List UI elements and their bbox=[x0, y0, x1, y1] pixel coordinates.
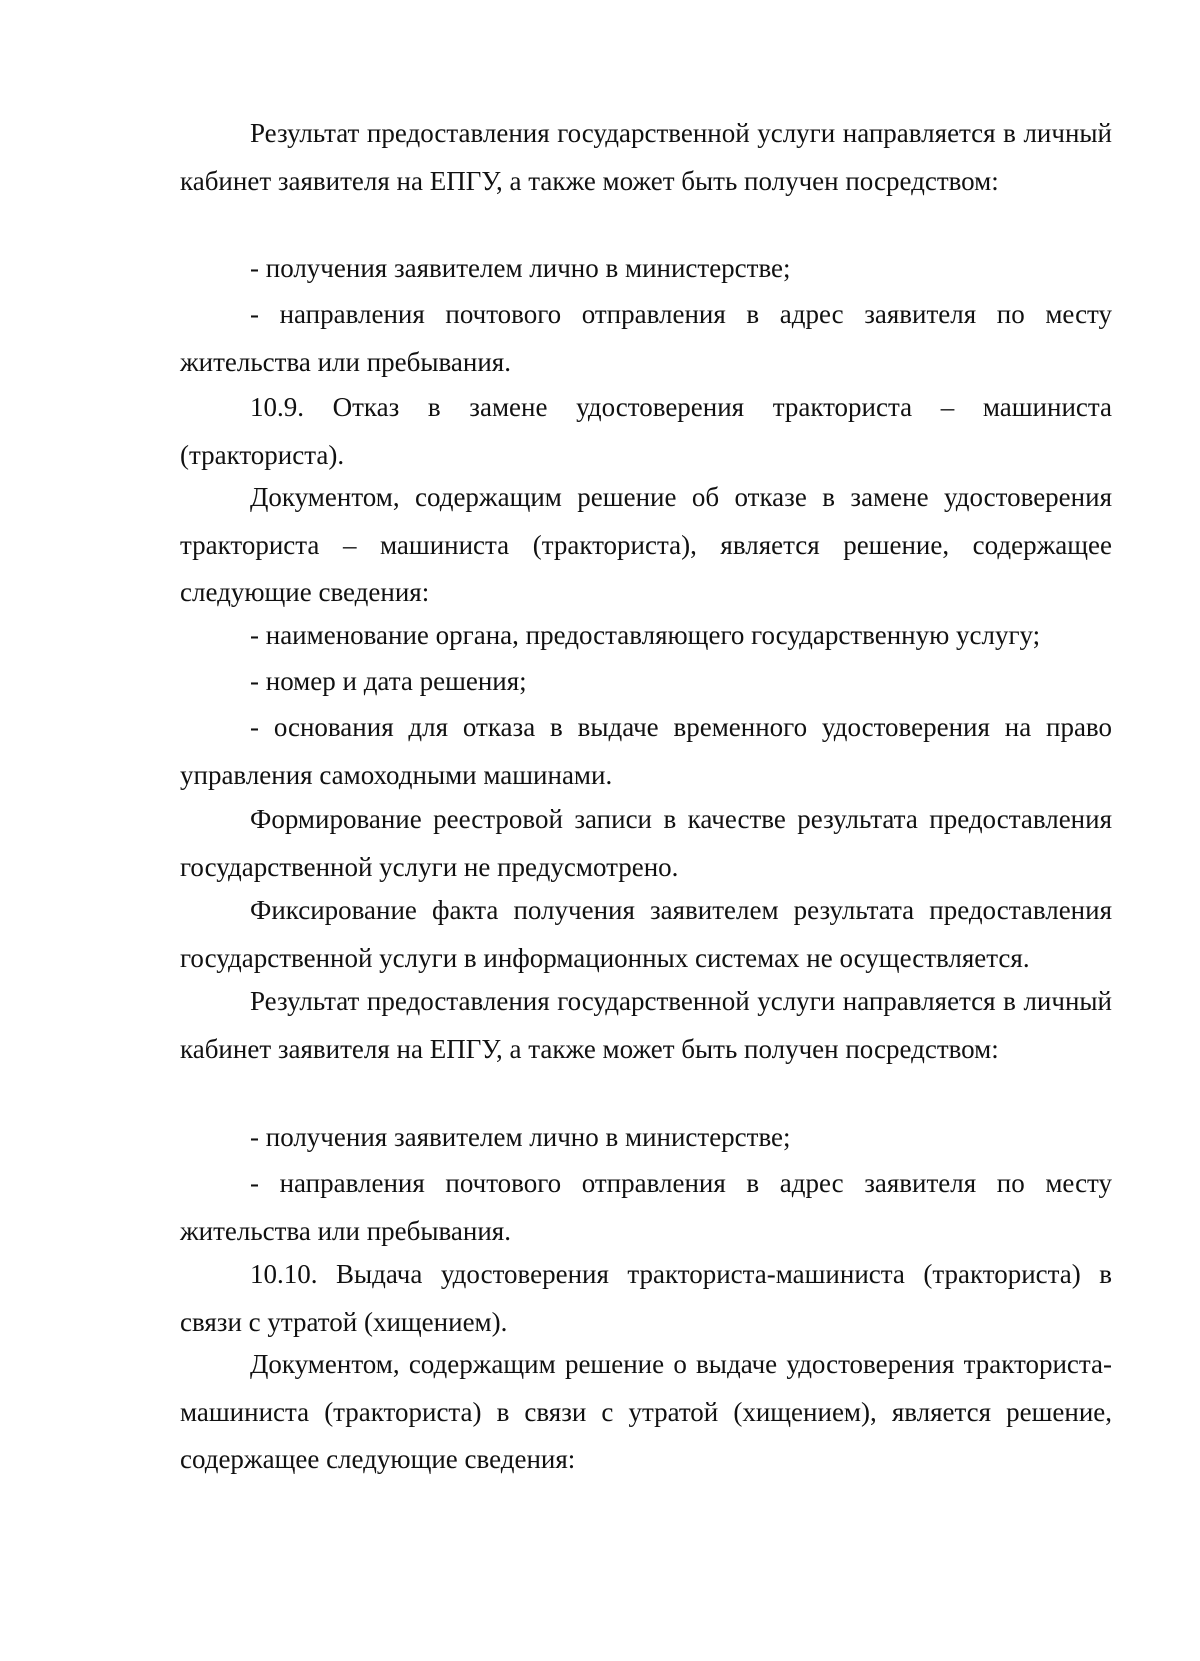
paragraph-result-delivery: Результат предоставления государственной услуги направляется в личный кабинет заявителя на ЕПГУ, а также может быть получен посредством: bbox=[180, 118, 1112, 196]
list-item-number-date: - номер и дата решения; bbox=[250, 666, 527, 696]
list-item-personal-receipt-2: - получения заявителем лично в министерстве; bbox=[250, 1122, 791, 1152]
list-item-postal-delivery: - направления почтового отправления в адрес заявителя по месту жительства или пребывания. bbox=[180, 299, 1112, 377]
paragraph-fact-fixation: Фиксирование факта получения заявителем результата предоставления государственной услуги в информационных системах не осуществляется. bbox=[180, 895, 1112, 973]
paragraph-result-delivery-2: Результат предоставления государственной услуги направляется в личный кабинет заявителя на ЕПГУ, а также может быть получен посредством: bbox=[180, 986, 1112, 1064]
paragraph-registry-record: Формирование реестровой записи в качестве результата предоставления государственной услуги не предусмотрено. bbox=[180, 804, 1112, 882]
paragraph-refusal-document: Документом, содержащим решение об отказе в замене удостоверения тракториста – машиниста (тракториста), является решение, содержащее следующие сведения: bbox=[180, 482, 1112, 607]
list-item-personal-receipt: - получения заявителем лично в министерстве; bbox=[250, 253, 791, 283]
list-item-authority-name: - наименование органа, предоставляющего государственную услугу; bbox=[250, 620, 1041, 650]
section-heading-10-10: 10.10. Выдача удостоверения тракториста-машиниста (тракториста) в связи с утратой (хищением). bbox=[180, 1259, 1112, 1337]
paragraph-issue-document: Документом, содержащим решение о выдаче удостоверения тракториста-машиниста (тракториста) в связи с утратой (хищением), является решение, содержащее следующие сведения: bbox=[180, 1349, 1112, 1474]
list-item-postal-delivery-2: - направления почтового отправления в адрес заявителя по месту жительства или пребывания. bbox=[180, 1168, 1112, 1246]
section-heading-10-9: 10.9. Отказ в замене удостоверения тракториста – машиниста (тракториста). bbox=[180, 392, 1112, 470]
list-item-refusal-grounds: - основания для отказа в выдаче временного удостоверения на право управления самоходными машинами. bbox=[180, 712, 1112, 790]
